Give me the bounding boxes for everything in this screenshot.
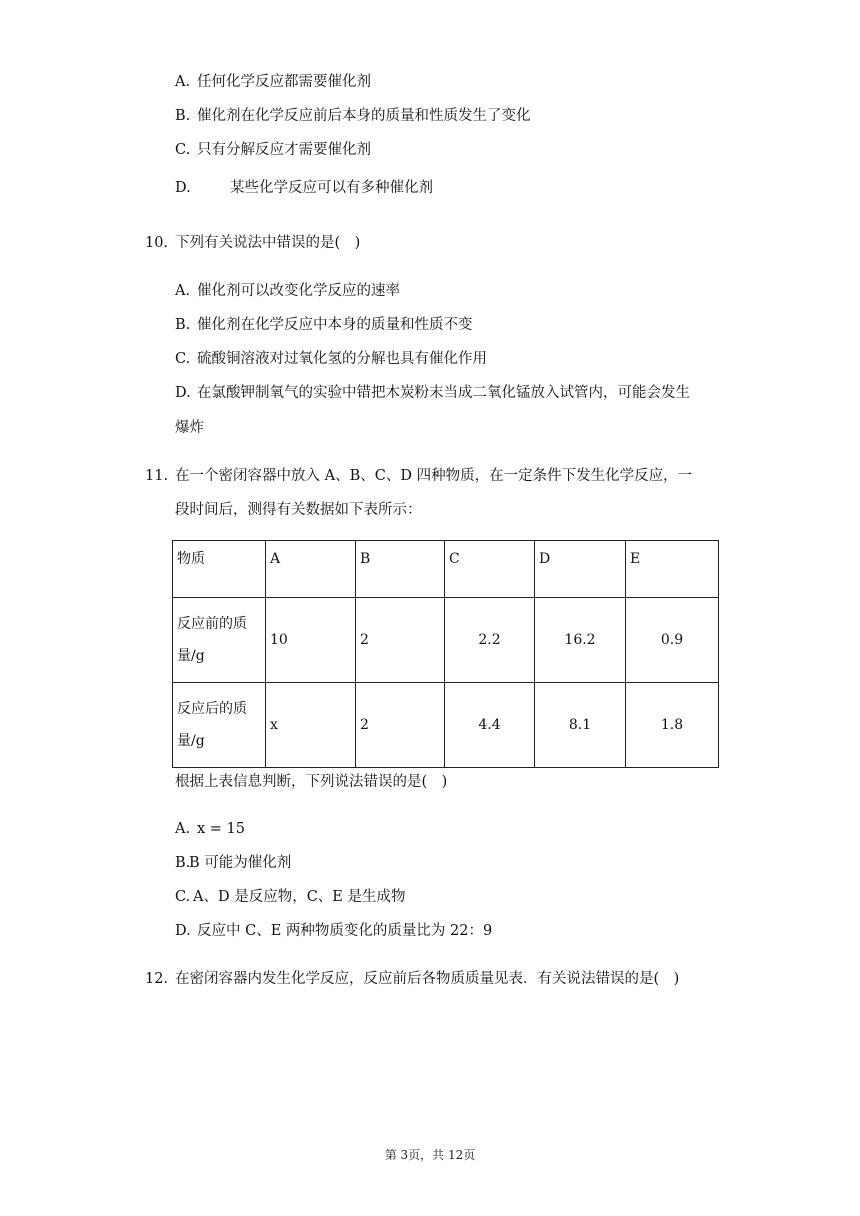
- row-label-line2: 量/g: [177, 648, 205, 664]
- row-label-line2: 量/g: [177, 733, 205, 749]
- option-text: 任何化学反应都需要催化剂: [197, 74, 371, 90]
- q9-option-d: [175, 178, 433, 198]
- q11-option-a: [175, 819, 245, 839]
- option-label: A.: [175, 74, 191, 90]
- table-header-cell: C: [445, 541, 535, 598]
- q11-option-b: [175, 853, 291, 873]
- option-text: 硫酸铜溶液对过氧化氢的分解也具有催化作用: [197, 351, 487, 367]
- table-header-cell: E: [626, 541, 719, 598]
- q11-stem-line2: 段时间后，测得有关数据如下表所示：: [175, 502, 422, 518]
- q10-option-d-continued: 爆炸: [175, 420, 204, 436]
- row-label: [173, 598, 266, 683]
- option-label: C.: [175, 351, 191, 367]
- table-header-cell: 物质: [173, 541, 266, 598]
- table-row: [173, 683, 719, 768]
- option-label: B.: [175, 855, 191, 871]
- option-text: A、D 是反应物，C、E 是生成物: [193, 889, 406, 905]
- table-header-cell: B: [356, 541, 445, 598]
- q12-stem: 在密闭容器内发生化学反应，反应前后各物质质量见表．有关说法错误的是( ): [175, 971, 680, 987]
- option-text: x = 15: [197, 821, 245, 837]
- table-cell: 10: [266, 598, 356, 683]
- table-cell: 2.2: [445, 598, 535, 683]
- q10-option-d: [175, 383, 690, 403]
- option-label: C.: [175, 142, 191, 158]
- table-cell: 1.8: [626, 683, 719, 768]
- q11-stem-line1: 在一个密闭容器中放入 A、B、C、D 四种物质，在一定条件下发生化学反应，一: [175, 468, 693, 484]
- q11-data-table: [172, 540, 719, 768]
- table-cell: 2: [356, 683, 445, 768]
- table-cell: 2: [356, 598, 445, 683]
- q9-option-a: [175, 72, 371, 92]
- q11-after-table: 根据上表信息判断，下列说法错误的是( ): [175, 774, 448, 790]
- row-label-line1: 反应前的质: [177, 616, 247, 632]
- table-header-cell: A: [266, 541, 356, 598]
- row-label: [173, 683, 266, 768]
- option-label: A.: [175, 821, 191, 837]
- option-text: 催化剂可以改变化学反应的速率: [197, 283, 400, 299]
- table-cell: 4.4: [445, 683, 535, 768]
- table-cell: 8.1: [535, 683, 626, 768]
- q11-option-d: [175, 921, 492, 941]
- table-header-row: [173, 541, 719, 598]
- q9-option-c: [175, 140, 371, 160]
- q10-option-a: [175, 281, 400, 301]
- q10-number: 10.: [145, 235, 169, 251]
- option-label: D.: [175, 923, 191, 939]
- table-cell: 0.9: [626, 598, 719, 683]
- option-label: B.: [175, 317, 191, 333]
- q10-option-b: [175, 315, 473, 335]
- page-footer: 第 3页，共 12页: [384, 1148, 476, 1162]
- option-text: 在氯酸钾制氧气的实验中错把木炭粉末当成二氧化锰放入试管内，可能会发生: [197, 385, 690, 401]
- q9-option-b: [175, 106, 531, 126]
- option-label: D.: [175, 385, 191, 401]
- table-cell: x: [266, 683, 356, 768]
- option-text: B 可能为催化剂: [189, 855, 292, 871]
- table-header-cell: D: [535, 541, 626, 598]
- option-label: D.: [175, 180, 191, 196]
- table-row: [173, 598, 719, 683]
- option-label: B.: [175, 108, 191, 124]
- option-text: 催化剂在化学反应前后本身的质量和性质发生了变化: [197, 108, 531, 124]
- q10-stem: 下列有关说法中错误的是( ): [175, 235, 361, 251]
- table-cell: 16.2: [535, 598, 626, 683]
- q12-number: 12.: [145, 971, 169, 987]
- row-label-line1: 反应后的质: [177, 701, 247, 717]
- option-label: A.: [175, 283, 191, 299]
- option-label: C.: [175, 889, 191, 905]
- option-text: 只有分解反应才需要催化剂: [197, 142, 371, 158]
- q11-option-c: [175, 887, 406, 907]
- option-text: 反应中 C、E 两种物质变化的质量比为 22：9: [197, 923, 493, 939]
- q11-number: 11.: [145, 468, 169, 484]
- option-text: 催化剂在化学反应中本身的质量和性质不变: [197, 317, 473, 333]
- option-text: 某些化学反应可以有多种催化剂: [230, 180, 433, 196]
- q10-option-c: [175, 349, 487, 369]
